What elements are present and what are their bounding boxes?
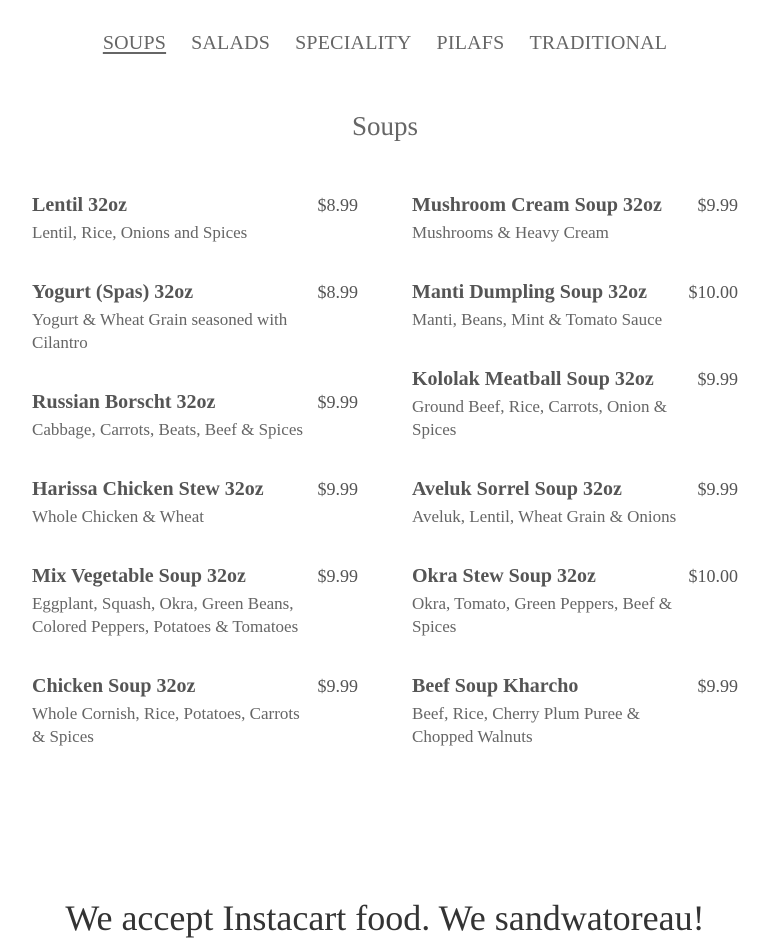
- menu-item-description: Ground Beef, Rice, Carrots, Onion & Spices: [412, 397, 667, 439]
- menu-item-description: Cabbage, Carrots, Beats, Beef & Spices: [32, 420, 303, 439]
- menu-item-price: $9.99: [317, 479, 358, 499]
- menu-item-name: Manti Dumpling Soup 32oz: [412, 281, 648, 303]
- menu-item-price: $9.99: [697, 369, 738, 389]
- menu-item-name: Chicken Soup 32oz: [32, 675, 196, 697]
- menu-item-name: Russian Borscht 32oz: [32, 391, 216, 413]
- menu-item-price: $9.99: [697, 676, 738, 696]
- menu-item: [32, 279, 358, 354]
- menu-item-name: Mix Vegetable Soup 32oz: [32, 565, 246, 587]
- menu-item: [32, 192, 358, 244]
- menu-item-price: $8.99: [317, 195, 358, 215]
- tab-traditional[interactable]: TRADITIONAL: [529, 32, 668, 54]
- menu-category-nav: [0, 31, 770, 55]
- menu-item-price: $9.99: [317, 676, 358, 696]
- menu-item-price: $9.99: [317, 392, 358, 412]
- menu-item-name: Okra Stew Soup 32oz: [412, 565, 596, 587]
- menu-item: [32, 476, 358, 528]
- tab-speciality[interactable]: SPECIALITY: [295, 32, 412, 54]
- menu-item-description: Aveluk, Lentil, Wheat Grain & Onions: [412, 507, 677, 526]
- menu-item-description: Eggplant, Squash, Okra, Green Beans, Colored Peppers, Potatoes & Tomatoes: [32, 594, 299, 636]
- menu-item-name: Lentil 32oz: [32, 194, 127, 216]
- menu-item: [32, 563, 358, 638]
- menu-item-description: Lentil, Rice, Onions and Spices: [32, 223, 248, 242]
- menu-item-name: Mushroom Cream Soup 32oz: [412, 194, 662, 216]
- menu-item-price: $9.99: [697, 479, 738, 499]
- menu-item: [412, 366, 738, 441]
- menu-item-name: Yogurt (Spas) 32oz: [32, 281, 194, 303]
- menu-item-description: Mushrooms & Heavy Cream: [412, 223, 609, 242]
- menu-item-price: $9.99: [317, 566, 358, 586]
- tab-soups[interactable]: SOUPS: [102, 32, 167, 54]
- menu-item: [412, 563, 738, 638]
- menu-item: [412, 476, 738, 528]
- menu-item: [32, 389, 358, 441]
- menu-item-description: Whole Cornish, Rice, Potatoes, Carrots & Spices: [32, 704, 300, 746]
- menu-item-name: Beef Soup Kharcho: [412, 675, 579, 697]
- menu-item-price: $8.99: [317, 282, 358, 302]
- menu-item-description: Okra, Tomato, Green Peppers, Beef & Spices: [412, 594, 673, 636]
- menu-item-name: Harissa Chicken Stew 32oz: [32, 478, 264, 500]
- menu-item: [32, 673, 358, 748]
- tab-pilafs[interactable]: PILAFS: [436, 32, 505, 54]
- section-title: Soups: [351, 111, 419, 141]
- menu-item: [412, 673, 738, 748]
- menu-item-price: $10.00: [688, 282, 738, 302]
- menu-item-name: Kololak Meatball Soup 32oz: [412, 368, 654, 390]
- menu-item-description: Beef, Rice, Cherry Plum Puree & Chopped Walnuts: [412, 704, 641, 746]
- menu-item-description: Manti, Beans, Mint & Tomato Sauce: [412, 310, 663, 329]
- menu-item-description: Yogurt & Wheat Grain seasoned with Cilantro: [32, 310, 288, 352]
- menu-item-price: $9.99: [697, 195, 738, 215]
- menu-item: [412, 279, 738, 331]
- footer-heading: We accept Instacart food. We sandwatoreau!: [65, 898, 705, 938]
- menu-item-price: $10.00: [688, 566, 738, 586]
- menu-item-description: Whole Chicken & Wheat: [32, 507, 204, 526]
- tab-salads[interactable]: SALADS: [191, 32, 271, 54]
- menu-column-left: [32, 192, 358, 783]
- menu-item: [412, 192, 738, 244]
- menu-column-right: [412, 192, 738, 783]
- menu-item-name: Aveluk Sorrel Soup 32oz: [412, 478, 622, 500]
